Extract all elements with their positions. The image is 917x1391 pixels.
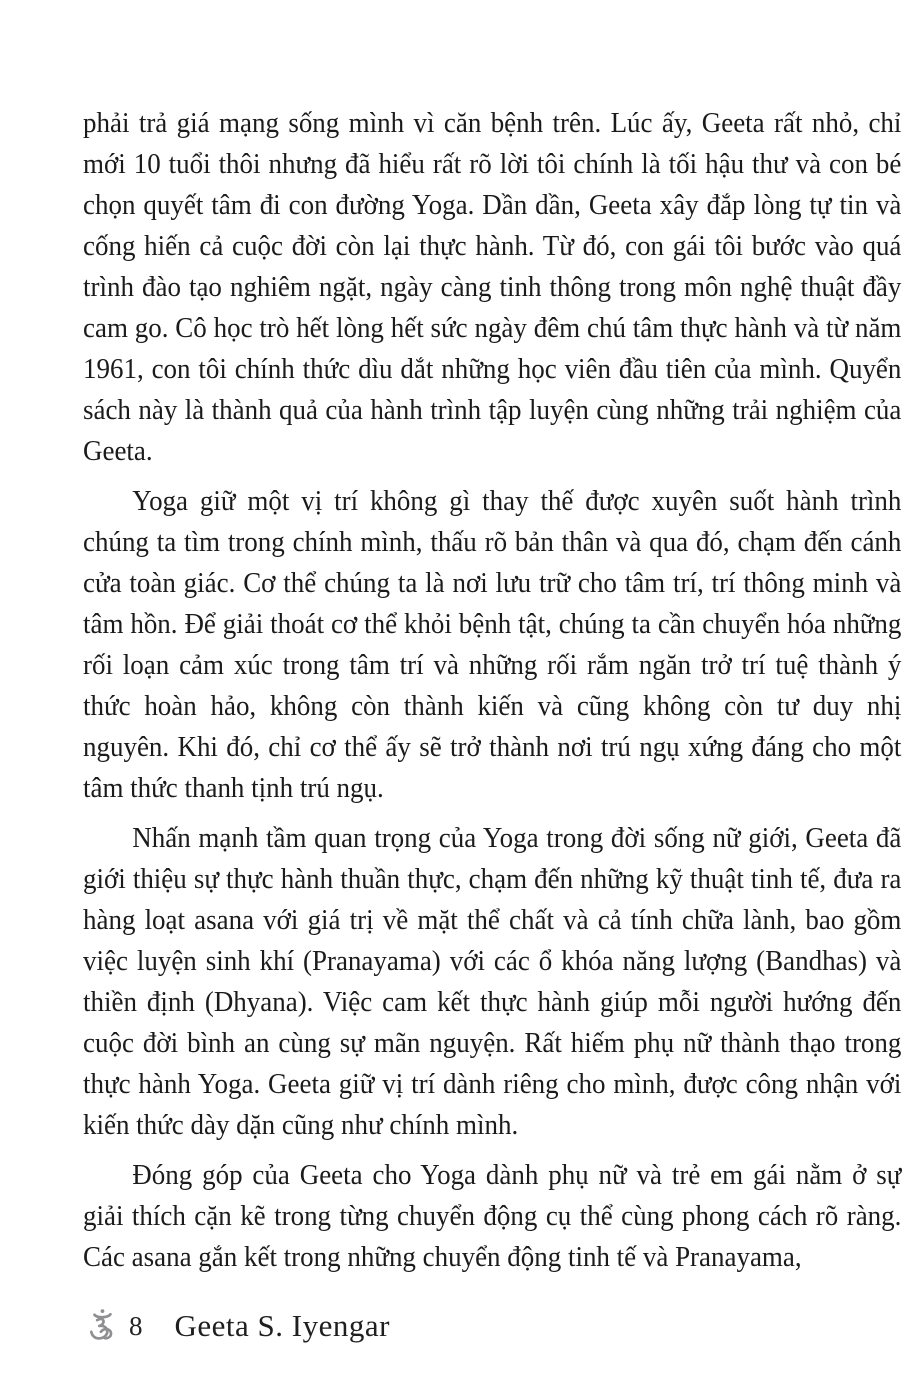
paragraph-2: Yoga giữ một vị trí không gì thay thế được xuyên suốt hành trình chúng ta tìm trong chính mình, thấu rõ bản thân và qua đó, chạm đến cánh cửa toàn giác. Cơ thể chúng ta là nơi lưu trữ cho tâm trí, trí thông minh và tâm hồn. Để giải thoát cơ thể khỏi bệnh tật, chúng ta cần chuyển hóa những rối loạn cảm xúc trong tâm trí và những rối rắm ngăn trở trí tuệ thành ý thức hoàn hảo, không còn thành kiến và cũng không còn tư duy nhị nguyên. Khi đó, chỉ cơ thể ấy sẽ trở thành nơi trú ngụ xứng đáng cho một tâm thức thanh tịnh trú ngụ.: [83, 485, 902, 804]
page-footer: [86, 1303, 390, 1349]
page-number: 8: [129, 1310, 143, 1341]
footer-book-title: Geeta S. Iyengar: [174, 1308, 390, 1343]
page-body-text: [83, 103, 901, 1287]
paragraph-4: Đóng góp của Geeta cho Yoga dành phụ nữ và trẻ em gái nằm ở sự giải thích cặn kẽ trong từng chuyển động cụ thể cùng phong cách rõ ràng. Các asana gắn kết trong những chuyển động tinh tế và Pranayama,: [83, 1159, 902, 1273]
paragraph-3: Nhấn mạnh tầm quan trọng của Yoga trong đời sống nữ giới, Geeta đã giới thiệu sự thực hành thuần thực, chạm đến những kỹ thuật tinh tế, đưa ra hàng loạt asana với giá trị về mặt thể chất và cả tính chữa lành, bao gồm việc luyện sinh khí (Pranayama) với các ổ khóa năng lượng (Bandhas) và thiền định (Dhyana). Việc cam kết thực hành giúp mỗi người hướng đến cuộc đời bình an cùng sự mãn nguyện. Rất hiếm phụ nữ thành thạo trong thực hành Yoga. Geeta giữ vị trí dành riêng cho mình, được công nhận với kiến thức dày dặn cũng như chính mình.: [83, 822, 902, 1141]
om-icon: [86, 1308, 120, 1344]
paragraph-1: phải trả giá mạng sống mình vì căn bệnh trên. Lúc ấy, Geeta rất nhỏ, chỉ mới 10 tuổi thôi nhưng đã hiểu rất rõ lời tôi chính là tối hậu thư và con bé chọn quyết tâm đi con đường Yoga. Dần dần, Geeta xây đắp lòng tự tin và cống hiến cả cuộc đời còn lại thực hành. Từ đó, con gái tôi bước vào quá trình đào tạo nghiêm ngặt, ngày càng tinh thông trong môn nghệ thuật đầy cam go. Cô học trò hết lòng hết sức ngày đêm chú tâm thực hành và từ năm 1961, con tôi chính thức dìu dắt những học viên đầu tiên của mình. Quyển sách này là thành quả của hành trình tập luyện cùng những trải nghiệm của Geeta.: [83, 107, 902, 467]
